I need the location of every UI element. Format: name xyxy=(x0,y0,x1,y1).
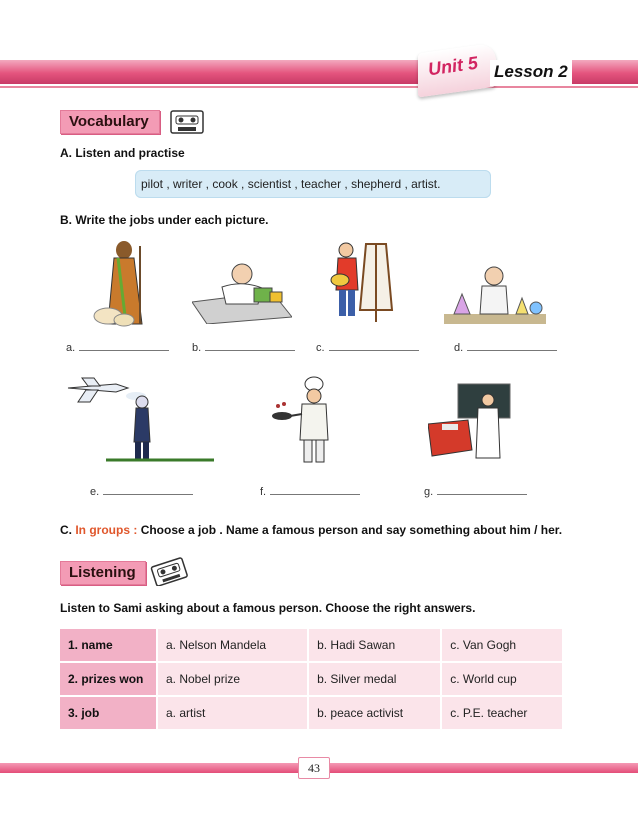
option-b[interactable]: b. peace activist xyxy=(308,696,441,730)
option-c[interactable]: c. Van Gogh xyxy=(441,628,563,662)
pilot-picture xyxy=(66,374,216,466)
option-b[interactable]: b. Silver medal xyxy=(308,662,441,696)
cook-picture xyxy=(270,376,344,466)
blank-a[interactable]: a. xyxy=(66,340,169,354)
scientist-picture xyxy=(444,264,546,324)
table-row xyxy=(59,662,563,696)
vocabulary-tab xyxy=(60,110,160,134)
option-a[interactable]: a. artist xyxy=(157,696,308,730)
blank-e[interactable]: e. xyxy=(90,484,193,498)
teacher-picture xyxy=(428,380,514,464)
option-c[interactable]: c. World cup xyxy=(441,662,563,696)
listening-table xyxy=(58,627,564,731)
option-a[interactable]: a. Nelson Mandela xyxy=(157,628,308,662)
task-c-text: Choose a job . Name a famous person and say something about him / her. xyxy=(140,523,563,537)
table-row xyxy=(59,696,563,730)
page-number: 43 xyxy=(298,757,330,779)
header-band-line xyxy=(0,86,638,88)
table-row xyxy=(59,628,563,662)
row-label: 2. prizes won xyxy=(59,662,157,696)
blank-d[interactable]: d. xyxy=(454,340,557,354)
listening-tab-label: Listening xyxy=(69,564,136,581)
row-label: 1. name xyxy=(59,628,157,662)
listening-instruction: Listen to Sami asking about a famous person. Choose the right answers. xyxy=(60,601,476,615)
vocabulary-tab-label: Vocabulary xyxy=(69,113,149,130)
artist-picture xyxy=(330,240,394,322)
unit-title: Unit 5 xyxy=(426,52,480,80)
option-a[interactable]: a. Nobel prize xyxy=(157,662,308,696)
blank-b[interactable]: b. xyxy=(192,340,295,354)
task-c-heading: C. In groups : Choose a job . Name a famous person and say something about him / her. xyxy=(60,523,563,537)
blank-c[interactable]: c. xyxy=(316,340,419,354)
listening-tab xyxy=(60,561,146,585)
word-list-box: pilot , writer , cook , scientist , teacher , shepherd , artist. xyxy=(135,170,491,198)
row-label: 3. job xyxy=(59,696,157,730)
cassette-icon xyxy=(170,110,204,134)
task-a-heading: A. Listen and practise xyxy=(60,146,185,160)
task-b-heading: B. Write the jobs under each picture. xyxy=(60,213,269,227)
lesson-title: Lesson 2 xyxy=(494,62,568,81)
blank-g[interactable]: g. xyxy=(424,484,527,498)
in-groups-label: In groups : xyxy=(75,523,138,537)
writer-picture xyxy=(192,262,292,324)
cassette-icon xyxy=(150,556,188,586)
blank-f[interactable]: f. xyxy=(260,484,360,498)
option-c[interactable]: c. P.E. teacher xyxy=(441,696,563,730)
option-b[interactable]: b. Hadi Sawan xyxy=(308,628,441,662)
shepherd-picture xyxy=(88,236,160,328)
